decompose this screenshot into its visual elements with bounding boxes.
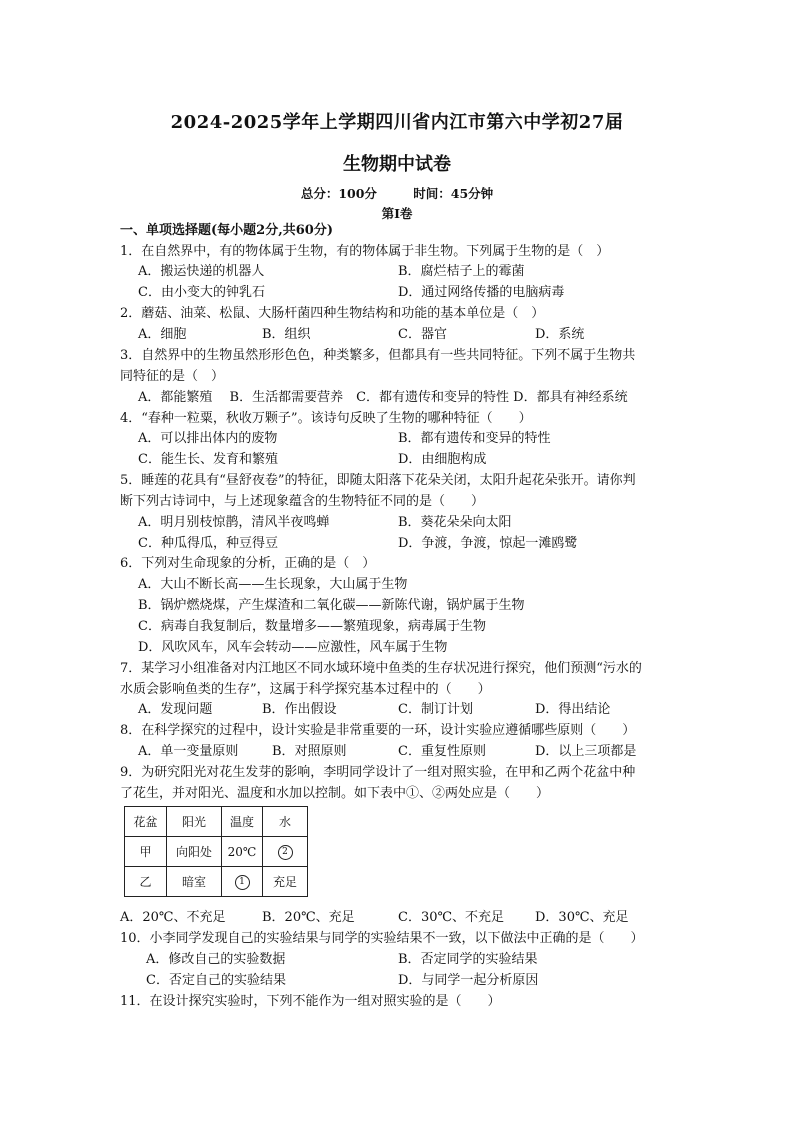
- q3-stem-1: 3．自然界中的生物虽然形形色色，种类繁多，但都具有一些共同特征。下列不属于生物共: [120, 348, 636, 363]
- q7-option-c: C．制订计划: [398, 702, 473, 717]
- q3-stem-2: 同特征的是（ ）: [120, 369, 225, 384]
- q8-option-d: D．以上三项都是: [535, 744, 637, 759]
- volume-label: 第Ⅰ卷: [381, 206, 413, 221]
- q4-option-c: C．能生长、发育和繁殖: [138, 452, 278, 467]
- q6-option-b: B．锅炉燃烧煤，产生煤渣和二氧化碳——新陈代谢，锅炉属于生物: [138, 598, 525, 613]
- q4-option-d: D．由细胞构成: [398, 452, 487, 467]
- q4-stem: 4．“春种一粒粟，秋收万颗子”。该诗句反映了生物的哪种特征（ ）: [120, 411, 532, 426]
- q11-stem: 11．在设计探究实验时，下列不能作为一组对照实验的是（ ）: [120, 994, 501, 1009]
- exam-title-line2: 生物期中试卷: [343, 154, 451, 175]
- q3-options: A．都能繁殖 B．生活都需要营养 C．都有遗传和变异的特性 D．都具有神经系统: [138, 390, 628, 405]
- table-header-cell: 温度: [222, 807, 263, 837]
- table-header-cell: 花盆: [125, 807, 167, 837]
- q2-option-d: D．系统: [535, 327, 585, 342]
- table-header-cell: 水: [263, 807, 308, 837]
- q10-option-d: D．与同学一起分析原因: [398, 973, 539, 988]
- q5-option-a: A．明月别枝惊鹊，清风半夜鸣蝉: [138, 515, 330, 530]
- q7-option-b: B．作出假设: [262, 702, 337, 717]
- q9-option-d: D．30℃、充足: [535, 910, 629, 925]
- q1-option-d: D．通过网络传播的电脑病毒: [398, 285, 565, 300]
- q10-stem: 10．小李同学发现自己的实验结果与同学的实验结果不一致，以下做法中正确的是（ ）: [120, 931, 644, 946]
- table-cell: [222, 867, 263, 897]
- q4-option-a: A．可以排出体内的废物: [138, 431, 278, 446]
- q7-stem-2: 水质会影响鱼类的生存”，这属于科学探究基本过程中的（ ）: [120, 682, 491, 697]
- experiment-table: [124, 806, 308, 897]
- q2-option-c: C．器官: [398, 327, 447, 342]
- q1-option-a: A．搬运快递的机器人: [138, 264, 265, 279]
- q6-option-d: D．风吹风车，风车会转动——应激性，风车属于生物: [138, 640, 448, 655]
- q6-stem: 6．下列对生命现象的分析，正确的是（ ）: [120, 556, 376, 571]
- q7-stem-1: 7．某学习小组准备对内江地区不同水域环境中鱼类的生存状况进行探究，他们预测“污水的: [120, 661, 642, 676]
- q5-option-b: B．葵花朵朵向太阳: [398, 515, 512, 530]
- q6-option-c: C．病毒自我复制后，数量增多——繁殖现象，病毒属于生物: [138, 619, 486, 634]
- table-cell: 乙: [125, 867, 167, 897]
- q7-option-d: D．得出结论: [535, 702, 611, 717]
- q9-option-c: C．30℃、不充足: [398, 910, 505, 925]
- q9-stem-1: 9．为研究阳光对花生发芽的影响，李明同学设计了一组对照实验，在甲和乙两个花盆中种: [120, 765, 636, 780]
- table-cell: 暗室: [167, 867, 222, 897]
- q9-option-b: B．20℃、充足: [262, 910, 355, 925]
- q10-option-c: C．否定自己的实验结果: [146, 973, 286, 988]
- q1-stem: 1．在自然界中，有的物体属于生物，有的物体属于非生物。下列属于生物的是（ ）: [120, 244, 610, 259]
- exam-meta: [0, 184, 794, 202]
- q9-stem-2: 了花生，并对阳光、温度和水加以控制。如下表中①、②两处应是（ ）: [120, 786, 550, 801]
- q4-option-b: B．都有遗传和变异的特性: [398, 431, 551, 446]
- q9-option-a: A．20℃、不充足: [120, 910, 226, 925]
- total-score: 总分：100分: [300, 186, 377, 201]
- table-cell: 充足: [263, 867, 308, 897]
- table-header-row: [125, 807, 308, 837]
- blank-marker-1: 1: [235, 875, 250, 890]
- q8-option-c: C．重复性原则: [398, 744, 486, 759]
- q2-option-a: A．细胞: [138, 327, 187, 342]
- q8-option-a: A．单一变量原则: [138, 744, 239, 759]
- table-header-cell: 阳光: [167, 807, 222, 837]
- table-row: [125, 837, 308, 867]
- q1-option-b: B．腐烂桔子上的霉菌: [398, 264, 525, 279]
- table-cell: 甲: [125, 837, 167, 867]
- q6-option-a: A．大山不断长高——生长现象，大山属于生物: [138, 577, 408, 592]
- q5-stem-1: 5．睡莲的花具有“昼舒夜卷”的特征，即随太阳落下花朵关闭，太阳升起花朵张开。请你判: [120, 473, 636, 488]
- q2-stem: 2．蘑菇、油菜、松鼠、大肠杆菌四种生物结构和功能的基本单位是（ ）: [120, 306, 545, 321]
- q5-stem-2: 断下列古诗词中，与上述现象蕴含的生物特征不同的是（ ）: [120, 494, 485, 509]
- q10-option-a: A．修改自己的实验数据: [146, 952, 286, 967]
- blank-marker-2: 2: [278, 845, 293, 860]
- table-row: [125, 867, 308, 897]
- exam-time: 时间：45分钟: [413, 186, 494, 201]
- exam-title-line1: 2024-2025学年上学期四川省内江市第六中学初27届: [170, 112, 624, 133]
- section-heading: 一、单项选择题(每小题2分,共60分): [120, 223, 333, 238]
- q7-option-a: A．发现问题: [138, 702, 213, 717]
- table-cell: [263, 837, 308, 867]
- q2-option-b: B．组织: [262, 327, 311, 342]
- q5-option-c: C．种瓜得瓜，种豆得豆: [138, 536, 278, 551]
- table-cell: 20℃: [222, 837, 263, 867]
- q8-option-b: B．对照原则: [272, 744, 347, 759]
- table-cell: 向阳处: [167, 837, 222, 867]
- q5-option-d: D．争渡，争渡，惊起一滩鸥鹭: [398, 536, 578, 551]
- q10-option-b: B．否定同学的实验结果: [398, 952, 538, 967]
- q1-option-c: C．由小变大的钟乳石: [138, 285, 265, 300]
- q8-stem: 8．在科学探究的过程中，设计实验是非常重要的一环，设计实验应遵循哪些原则（ ）: [120, 723, 636, 738]
